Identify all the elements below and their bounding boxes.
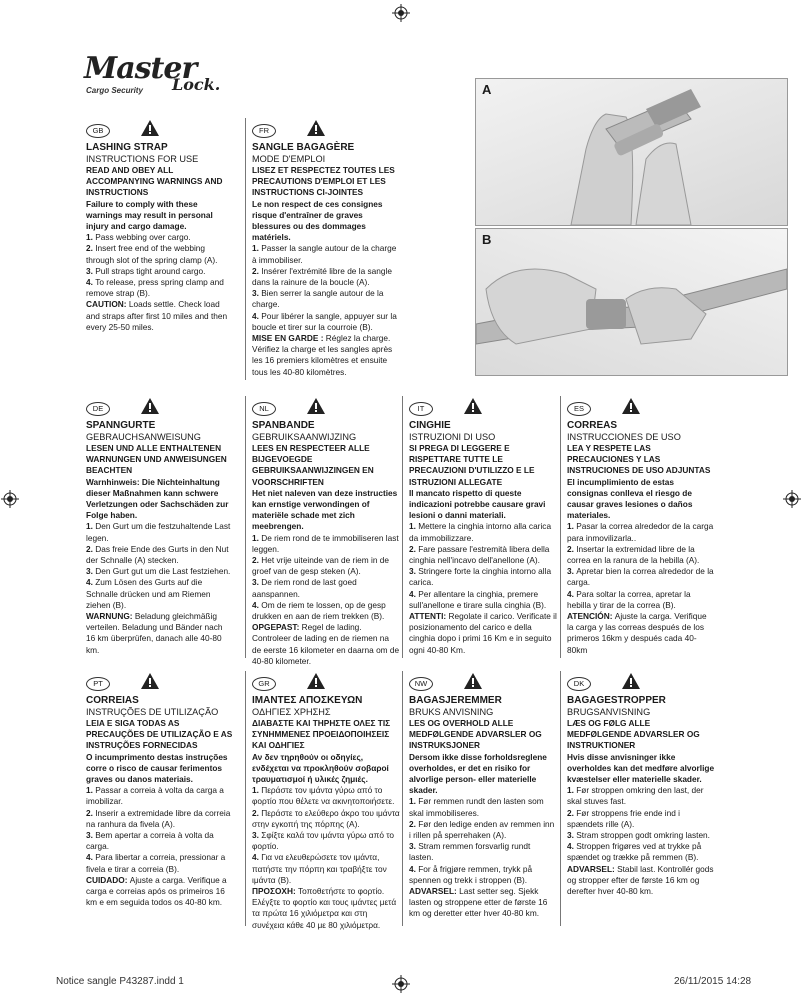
instruction-step: 3. Bien serrer la sangle autour de la charge. — [252, 288, 384, 310]
registration-mark-icon — [392, 4, 410, 22]
instruction-step: 4. Para soltar la correa, apretar la hebilla y tirar de la correa (B). — [567, 588, 691, 610]
instruction-step: 4. Zum Lösen des Gurts auf die Schnalle drücken und am Riemen ziehen (B). — [86, 577, 211, 610]
instruction-step: 2. Das freie Ende des Gurts in den Nut der Schnalle (A) stecken. — [86, 543, 229, 566]
language-code-badge: PT — [86, 677, 110, 691]
instruction-step: 4. Per allentare la cinghia, premere sull'anellone e tirare sulla cinghia (B). — [409, 588, 547, 610]
registration-mark-icon — [1, 490, 19, 508]
brand-tagline: Cargo Security — [86, 86, 143, 95]
section-subtitle: BRUGSANVISNING — [567, 707, 651, 717]
section-title: SPANBANDE — [252, 420, 315, 431]
instruction-step: 1. Pasar la correa alrededor de la carga para inmovilizarla.. — [567, 521, 714, 543]
warning-text: READ AND OBEY ALL ACCOMPANYING WARNINGS AND INSTRUCTIONS — [86, 165, 223, 198]
instruction-step: WARNUNG: Beladung gleichmäßig verteilen. Beladung und Bänder nach 16 km überprüfen, danach alle 40-80 km. — [86, 611, 223, 655]
instruction-step: 1. Mettere la cinghia intorno alla carica da immobilizzare. — [409, 521, 552, 543]
section-subtitle: INSTRUCCIONES DE USO — [567, 432, 681, 442]
instruction-step: 1. Passer la sangle autour de la charge à immobiliser. — [252, 243, 397, 265]
instruction-step: CAUTION: Loads settle. Check load and straps after first 10 miles and then every 25-50 miles. — [86, 299, 228, 332]
instruction-step: ATTENTI: Regolate il carico. Verificate il posizionamento del carico e della cinghia dopo i primi 16 Km e in seguito ogni 40-80 Km. — [409, 611, 557, 655]
instruction-step: ATENCIÓN: Ajuste la carga. Verifique la carga y las correas después de los primeros 16km y después cada 40-80km — [567, 611, 707, 655]
warning-text: O incumprimento destas instruções corre o risco de causar ferimentos graves ou danos materiais. — [86, 751, 228, 785]
instruction-step: 4. Para libertar a correia, pressionar a fivela e tirar a correia (B). — [86, 852, 226, 874]
instruction-section — [86, 420, 234, 656]
warning-text: LESEN UND ALLE ENTHALTENEN WARNUNGEN UND ANWEISUNGEN BEACHTEN — [86, 443, 227, 476]
instruction-step: 3. Pull straps tight around cargo. — [86, 265, 206, 276]
warning-text: Hvis disse anvisninger ikke overholdes kan det medføre alvorlige kvæstelser eller materielle skader. — [567, 751, 715, 785]
warning-text: LEA Y RESPETE LAS PRECAUCIONES Y LAS INSTRUCIONES DE USO ADJUNTAS — [567, 443, 711, 476]
warning-text: LÆS OG FØLG ALLE MEDFØLGENDE ADVARSLER OG INSTRUKTIONER — [567, 718, 700, 751]
section-subtitle: INSTRUCTIONS FOR USE — [86, 154, 199, 164]
instruction-step: 2. Insertar la extremidad libre de la correa en la ranura de la hebilla (A). — [567, 543, 700, 566]
warning-text: LISEZ ET RESPECTEZ TOUTES LES PRECAUTIONS D'EMPLOI ET LES INSTRUCTIONS CI-JOINTES — [252, 165, 395, 198]
section-subtitle: GEBRAUCHSANWEISUNG — [86, 432, 201, 442]
instruction-step: 4. For å frigjøre remmen, trykk på spennen og trekk i stroppen (B). — [409, 863, 533, 885]
warning-text: Het niet naleven van deze instructies kan ernstige verwondingen of materiële schade met zich meebrengen. — [252, 487, 398, 532]
warning-text: Le non respect de ces consignes risque d'entraîner de graves blessures ou des dommages matériels. — [252, 198, 383, 243]
warning-icon — [621, 397, 641, 415]
warning-icon — [140, 397, 160, 415]
instruction-step: 3. Stringere forte la cinghia intorno alla carica. — [409, 566, 552, 588]
section-title: SPANNGURTE — [86, 420, 156, 431]
section-title: CORREIAS — [86, 695, 139, 706]
instruction-step: 1. Den Gurt um die festzuhaltende Last legen. — [86, 521, 231, 543]
instruction-step: 2. Fare passare l'estremità libera della cinghia nell'incavo dell'anellone (A). — [409, 543, 550, 566]
section-subtitle: INSTRUÇÕES DE UTILIZAÇÃO — [86, 707, 219, 717]
warning-text: LES OG OVERHOLD ALLE MEDFØLGENDE ADVARSLER OG INSTRUKSJONER — [409, 718, 542, 751]
instruction-step: CUIDADO: Ajuste a carga. Verifique a carga e correias após os primeiros 16 km e em seguida todos os 40-80 km. — [86, 874, 227, 908]
section-title: SANGLE BAGAGÈRE — [252, 142, 355, 153]
section-subtitle: ISTRUZIONI DI USO — [409, 432, 496, 442]
section-title: BAGASJEREMMER — [409, 695, 502, 706]
section-subtitle: GEBRUIKSAANWIJZING — [252, 432, 357, 442]
instruction-step: 3. Stram remmen forsvarlig rundt lasten. — [409, 841, 531, 863]
instruction-section — [86, 695, 234, 908]
hands-buckle-illustration — [476, 79, 787, 225]
footer-file-name: Notice sangle P43287.indd 1 — [56, 976, 184, 987]
instruction-step: 4. Pour libérer la sangle, appuyer sur la boucle et tirer sur la courroie (B). — [252, 310, 397, 332]
instruction-section — [86, 142, 234, 333]
instruction-step: OPGEPAST: Regel de lading. Controleer de lading en de riemen na de eerste 16 kilometer en daarna om de 40-80 kilometer. — [252, 622, 400, 666]
section-subtitle: BRUKS ANVISNING — [409, 707, 494, 717]
instruction-section — [409, 420, 557, 656]
instruction-step: 1. Før remmen rundt den lasten som skal immobiliseres. — [409, 796, 544, 818]
warning-text: LEIA E SIGA TODAS AS PRECAUÇÕES DE UTILIZAÇÃO E AS INSTRUÇÕES FORNECIDAS — [86, 718, 233, 751]
language-code-badge: NL — [252, 402, 276, 416]
instruction-step: 2. Περάστε το ελεύθερο άκρο του ιμάντα στην εγκοπή της πόρπης (A). — [252, 807, 400, 829]
instruction-section — [252, 695, 400, 931]
warning-text: Warnhinweis: Die Nichteinhaltung dieser Maßnahmen kann schwere Verletzungen oder Sachschäden zur Folge haben. — [86, 476, 229, 521]
instruction-section — [409, 695, 557, 920]
instruction-step: 1. De riem rond de te immobiliseren last leggen. — [252, 532, 399, 554]
instruction-step: 3. De riem rond de last goed aanspannen. — [252, 577, 357, 599]
instruction-step: 3. Stram stroppen godt omkring lasten. — [567, 830, 710, 841]
language-code-badge: IT — [409, 402, 433, 416]
warning-text: LEES EN RESPECTEER ALLE BIJGEVOEGDE GEBRUIKSAANWIJZINGEN EN VOORSCHRIFTEN — [252, 443, 374, 487]
language-code-badge: FR — [252, 124, 276, 138]
language-code-badge: ES — [567, 402, 591, 416]
brand-logo: Master — [84, 51, 197, 86]
instruction-section — [252, 142, 400, 378]
instruction-step: 4. Om de riem te lossen, op de gesp drukken en aan de riem trekken (B). — [252, 599, 386, 622]
warning-icon — [621, 672, 641, 690]
language-code-badge: DE — [86, 402, 110, 416]
instruction-step: MISE EN GARDE : Réglez la charge. Vérifiez la charge et les sangles après les 16 premiers kilomètres et ensuite tous les 40-80 kilomètres. — [252, 333, 393, 377]
language-code-badge: NW — [409, 677, 433, 691]
instruction-step: 2. Før stroppens frie ende ind i spændets rille (A). — [567, 807, 680, 829]
instruction-step: 1. Før stroppen omkring den last, der skal stuves fast. — [567, 785, 704, 807]
section-subtitle: ΟΔΗΓΙΕΣ ΧΡΗΣΗΣ — [252, 707, 331, 717]
instruction-step: 2. Het vrije uiteinde van de riem in de groef van de gesp steken (A). — [252, 555, 389, 577]
photo-label: B — [482, 232, 492, 247]
section-title: CORREAS — [567, 420, 618, 431]
registration-mark-icon — [392, 975, 410, 993]
warning-icon — [140, 119, 160, 137]
warning-icon — [306, 397, 326, 415]
warning-icon — [306, 119, 326, 137]
section-title: ΙΜΑΝΤΕΣ ΑΠΟΣΚΕΥΩΝ — [252, 695, 363, 706]
photo-b — [475, 228, 788, 376]
instruction-step: 4. To release, press spring clamp and remove strap (B). — [86, 277, 224, 299]
instruction-step: 2. Inserir a extremidade libre da correia na ranhura da fivela (A). — [86, 807, 231, 829]
hands-strap-illustration — [476, 229, 787, 375]
instruction-step: 3. Den Gurt gut um die Last festziehen. — [86, 566, 231, 577]
instruction-section — [567, 695, 715, 897]
warning-text: Αν δεν τηρηθούν οι οδηγίες, ενδέχεται να προκληθούν σοβαροί τραυματισμοί ή υλικές ζημιές. — [252, 751, 389, 785]
warning-icon — [140, 672, 160, 690]
section-subtitle: MODE D'EMPLOI — [252, 154, 326, 164]
instruction-step: ΠΡΟΣΟΧΗ: Τοποθετήστε το φορτίο. Ελέγξτε το φορτίο και τους ιμάντες μετά τα πρώτα 16 χιλιόμετρα και στη συνέχεια κάθε 40 με 80 χιλιόμετρα. — [252, 886, 397, 930]
instruction-step: 1. Pass webbing over cargo. — [86, 232, 191, 243]
instruction-step: 3. Σφίξτε καλά τον ιμάντα γύρω από το φορτίο. — [252, 830, 395, 852]
instruction-step: ADVARSEL: Stabil last. Kontrollér gods og stropper efter de første 16 km og derefter hver 40-80 km. — [567, 863, 714, 897]
instruction-step: 2. Insérer l'extrémité libre de la sangle dans la rainure de la boucle (A). — [252, 265, 392, 288]
registration-mark-icon — [783, 490, 801, 508]
instruction-step: 3. Bem apertar a correia à volta da carga. — [86, 830, 214, 852]
photo-label: A — [482, 82, 492, 97]
instruction-step: 1. Passar a correia à volta da carga a imobilizar. — [86, 785, 224, 807]
instruction-step: ADVARSEL: Last setter seg. Sjekk lasten og stroppene etter de første 16 km og deretter etter hver 40-80 km. — [409, 886, 548, 919]
warning-text: Dersom ikke disse forholdsreglene overholdes, er det en risiko for alvorlige person- eller materielle skader. — [409, 751, 547, 796]
brand-logo-lock: Lock. — [172, 75, 221, 94]
instruction-step: 2. Før den ledige enden av remmen inn i rillen på sperrehaken (A). — [409, 818, 555, 841]
section-title: CINGHIE — [409, 420, 451, 431]
language-code-badge: GB — [86, 124, 110, 138]
warning-text: Failure to comply with these warnings may result in personal injury and cargo damage. — [86, 198, 213, 232]
warning-icon — [463, 672, 483, 690]
language-code-badge: GR — [252, 677, 276, 691]
instruction-step: 4. Για να ελευθερώσετε τον ιμάντα, πατήστε την πόρπη και τραβήξτε τον ιμάντα (B). — [252, 852, 387, 885]
warning-text: Il mancato rispetto di queste indicazioni potrebbe causare gravi lesioni o danni materiali. — [409, 487, 546, 521]
instruction-step: 3. Apretar bien la correa alrededor de la carga. — [567, 566, 714, 588]
instruction-section — [252, 420, 400, 667]
section-title: BAGAGESTROPPER — [567, 695, 666, 706]
warning-text: El incumplimiento de estas consignas conlleva el riesgo de causar graves lesiones o daños materiales. — [567, 476, 693, 521]
language-code-badge: DK — [567, 677, 591, 691]
warning-icon — [463, 397, 483, 415]
instruction-step: 2. Insert free end of the webbing through slot of the spring clamp (A). — [86, 243, 218, 265]
photo-a — [475, 78, 788, 226]
instruction-section — [567, 420, 715, 656]
warning-text: ΔΙΑΒΑΣΤΕ ΚΑΙ ΤΗΡΗΣΤΕ ΟΛΕΣ ΤΙΣ ΣΥΝΗΜΜΕΝΕΣ ΠΡΟΕΙΔΟΠΟΙΗΣΕΙΣ ΚΑΙ ΟΔΗΓΙΕΣ — [252, 718, 391, 751]
warning-icon — [306, 672, 326, 690]
warning-text: SI PREGA DI LEGGERE E RISPETTARE TUTTE LE PRECAUZIONI D'UTILIZZO E LE ISTRUZIONI ALLEGATE — [409, 443, 535, 487]
footer-timestamp: 26/11/2015 14:28 — [674, 976, 752, 987]
instruction-step: 1. Περάστε τον ιμάντα γύρω από το φορτίο που θέλετε να ακινητοποιήσετε. — [252, 785, 395, 807]
section-title: LASHING STRAP — [86, 142, 168, 153]
instruction-step: 4. Stroppen frigøres ved at trykke på spændet og trække på remmen (B). — [567, 841, 702, 863]
